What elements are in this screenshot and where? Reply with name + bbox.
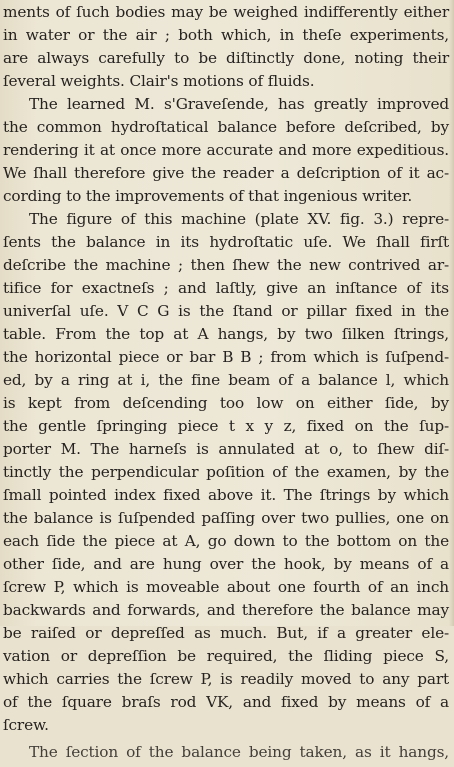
text-line: the common hydroſtatical balance before deſcribed, by <box>3 118 449 136</box>
text-line: deſcribe the machine ; then ſhew the new contrived ar- <box>3 256 449 274</box>
cut-off-line: The ſection of the balance being taken, as it hangs, <box>29 743 449 761</box>
text-line: ſeveral weights. Clair's motions of fluids. <box>3 72 315 90</box>
text-line: ſents the balance in its hydroſtatic uſe. We ſhall firſt <box>3 233 449 251</box>
text-line: cording to the improvements of that ingenious writer. <box>3 187 413 205</box>
text-line: tifice for exactneſs ; and laſtly, give an inſtance of its <box>3 279 449 297</box>
page-edge-shadow <box>449 0 454 626</box>
text-line: ſmall pointed index fixed above it. The ſtrings by which <box>3 486 449 504</box>
text-line: porter M. The harneſs is annulated at o, to ſhew diſ- <box>3 440 449 458</box>
text-line: ſcrew. <box>3 716 49 734</box>
text-line: ments of ſuch bodies may be weighed indifferently either <box>3 3 449 21</box>
text-line: other ſide, and are hung over the hook, by means of a <box>3 555 449 573</box>
text-line: table. From the top at A hangs, by two ſilken ſtrings, <box>3 325 449 343</box>
text-line: We ſhall therefore give the reader a deſcription of it ac- <box>3 164 449 182</box>
text-line: The learned M. s'Graveſende, has greatly improved <box>29 95 449 113</box>
text-line: which carries the ſcrew P, is readily moved to any part <box>3 670 449 688</box>
text-line: backwards and forwards, and therefore the balance may <box>3 601 449 619</box>
text-line: the horizontal piece or bar B B ; from which is ſuſpend- <box>3 348 449 366</box>
text-line: ed, by a ring at i, the fine beam of a balance l, which <box>3 371 449 389</box>
text-line: rendering it at once more accurate and more expeditious. <box>3 141 449 159</box>
text-line: is kept from deſcending too low on either ſide, by <box>3 394 449 412</box>
text-line: tinctly the perpendicular poſition of the examen, by the <box>3 463 449 481</box>
text-line: be raiſed or depreſſed as much. But, if a greater ele- <box>3 624 449 642</box>
text-line: vation or depreſſion be required, the ſliding piece S, <box>3 647 449 665</box>
text-line: the balance is ſuſpended paſſing over two pullies, one on <box>3 509 449 527</box>
text-line: each ſide the piece at A, go down to the bottom on the <box>3 532 449 550</box>
text-line: of the ſquare braſs rod VK, and fixed by means of a <box>3 693 449 711</box>
body-text <box>3 1 449 761</box>
text-line: The figure of this machine (plate XV. fig. 3.) repre- <box>29 210 449 228</box>
text-line: ſcrew P, which is moveable about one fourth of an inch <box>3 578 449 596</box>
text-line: in water or the air ; both which, in theſe experiments, <box>3 26 449 44</box>
text-line: the gentle ſpringing piece t x y z, fixed on the ſup- <box>3 417 449 435</box>
text-line: univerſal uſe. V C G is the ſtand or pillar fixed in the <box>3 302 449 320</box>
text-line: are always carefully to be diſtinctly done, noting their <box>3 49 449 67</box>
